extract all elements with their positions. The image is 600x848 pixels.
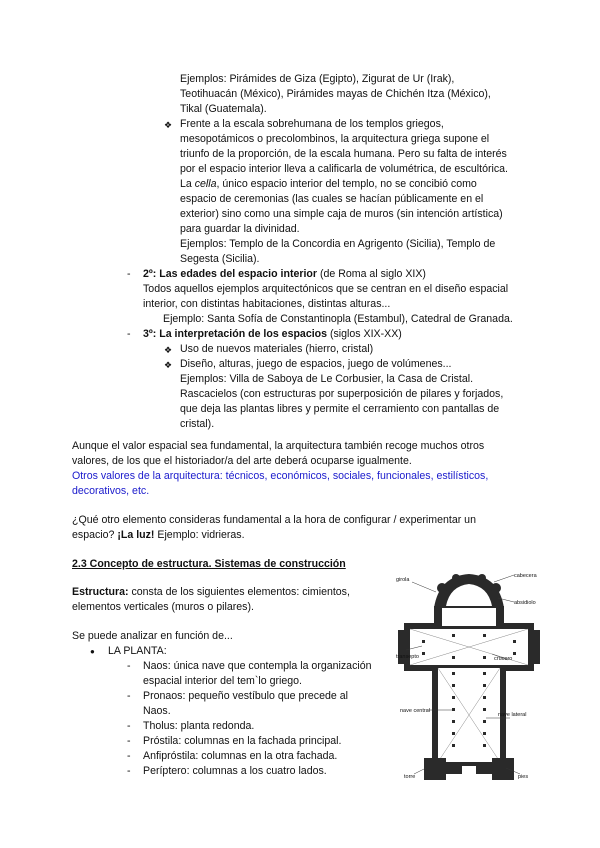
section2-title: 2º: Las edades del espacio interior (de Roma al siglo XIX): [143, 268, 426, 280]
section2-line: Ejemplo: Santa Sofía de Constantinopla (Estambul), Catedral de Granada.: [163, 313, 513, 325]
planta-item: Naos.: [143, 705, 171, 717]
greek-paragraph-line: por el espacio interior lleva a calificarla de volumétrica, de escultórica.: [180, 163, 508, 175]
example-line: Teotihuacán (México), Pirámides mayas de Chichén Itza (México),: [180, 88, 491, 100]
planta-item: Períptero: columnas a los cuatro lados.: [143, 765, 327, 777]
cella-line: La cella, único espacio interior del templo, no se concibió como: [180, 178, 477, 190]
dash-bullet: -: [127, 660, 131, 672]
section3-title: 3º: La interpretación de los espacios (siglos XIX-XX): [143, 328, 402, 340]
planta-item: Naos: única nave que contempla la organización: [143, 660, 372, 672]
analysis-intro: Se puede analizar en función de...: [72, 630, 233, 642]
greek-paragraph-line: Ejemplos: Templo de la Concordia en Agrigento (Sicilia), Templo de: [180, 238, 496, 250]
section-heading: 2.3 Concepto de estructura. Sistemas de construcción: [72, 558, 346, 570]
planta-item: Pronaos: pequeño vestíbulo que precede al: [143, 690, 348, 702]
dash-bullet: -: [127, 268, 131, 280]
plan-label-absidiolo: absidiolo: [514, 600, 536, 606]
cella-term: cella: [194, 178, 217, 190]
dash-bullet: -: [127, 690, 131, 702]
planta-label: LA PLANTA:: [108, 645, 167, 657]
diamond-bullet-icon: ❖: [164, 360, 173, 370]
other-values-line: Otros valores de la arquitectura: técnicos, económicos, sociales, funcionales, estilísticos,: [72, 470, 489, 482]
greek-paragraph-line: espacio de ceremonias (las cuales se hacían públicamente en el: [180, 193, 484, 205]
greek-paragraph-line: Frente a la escala sobrehumana de los templos griegos,: [180, 118, 444, 130]
plan-label-girola: girola: [396, 577, 410, 583]
section3-line: Rascacielos (con estructuras por superposición de pilares y forjados,: [180, 388, 504, 400]
section2-line: Todos aquellos ejemplos arquitectónicos que se centran en el diseño espacial: [143, 283, 509, 295]
example-line: Tikal (Guatemala).: [180, 103, 267, 115]
plan-label-nave-lateral: nave lateral: [498, 712, 527, 718]
plan-label-torre: torre: [404, 774, 416, 780]
diamond-bullet-icon: ❖: [164, 120, 173, 130]
paragraph-line: valores, de los que el historiador/a del arte deberá ocuparse igualmente.: [72, 455, 412, 467]
dot-bullet-icon: ●: [90, 647, 95, 656]
example-line: Ejemplos: Pirámides de Giza (Egipto), Zigurat de Ur (Irak),: [180, 73, 455, 85]
greek-paragraph-line: exterior) sino como una simple caja de muros (sin intención artística): [180, 208, 503, 220]
estructura-definition: Estructura: consta de los siguientes elementos: cimientos,: [72, 586, 350, 598]
dash-bullet: -: [127, 720, 131, 732]
section3-item: Diseño, alturas, juego de espacios, juego de volúmenes...: [180, 358, 452, 370]
plan-label-pies: pies: [518, 774, 529, 780]
greek-paragraph-line: para guardar la divinidad.: [180, 223, 300, 235]
planta-item: Próstila: columnas en la fachada principal.: [143, 735, 342, 747]
diamond-bullet-icon: ❖: [164, 345, 173, 355]
section3-line: que deja las plantas libres y permite el cerramiento con pantallas de: [180, 403, 500, 415]
light-answer: ¡La luz!: [117, 529, 155, 541]
question-line: ¿Qué otro elemento consideras fundamental a la hora de configurar / experimentar un: [72, 514, 476, 526]
planta-item: Tholus: planta redonda.: [143, 720, 255, 732]
section3-item: Uso de nuevos materiales (hierro, cristal): [180, 343, 374, 355]
estructura-line: elementos verticales (muros o pilares).: [72, 601, 254, 613]
section3-line: Ejemplos: Villa de Saboya de Le Corbusier, la Casa de Cristal.: [180, 373, 474, 385]
cathedral-floor-plan: [394, 568, 544, 783]
dash-bullet: -: [127, 328, 131, 340]
greek-paragraph-line: triunfo de la proporción, de la escala humana. Pero su falta de interés: [180, 148, 507, 160]
greek-paragraph-line: mesopotámicos o precolombinos, la arquitectura griega supone el: [180, 133, 490, 145]
section2-line: interior, con distintas habitaciones, distintas alturas...: [143, 298, 391, 310]
other-values-line: decorativos, etc.: [72, 485, 150, 497]
section3-line: cristal).: [180, 418, 215, 430]
plan-label-transepto: transepto: [396, 654, 419, 660]
greek-paragraph-line: Segesta (Sicilia).: [180, 253, 260, 265]
question-answer-line: espacio? ¡La luz! Ejemplo: vidrieras.: [72, 529, 245, 541]
planta-item: Anfipróstila: columnas en la otra fachada.: [143, 750, 338, 762]
paragraph-line: Aunque el valor espacial sea fundamental, la arquitectura también recoge muchos otros: [72, 440, 485, 452]
planta-item: espacial interior del tem`lo griego.: [143, 675, 302, 687]
plan-label-nave-central: nave central: [400, 708, 430, 714]
dash-bullet: -: [127, 765, 131, 777]
plan-label-cabecera: cabecera: [514, 573, 537, 579]
dash-bullet: -: [127, 735, 131, 747]
plan-label-crucero: crucero: [494, 656, 513, 662]
dash-bullet: -: [127, 750, 131, 762]
